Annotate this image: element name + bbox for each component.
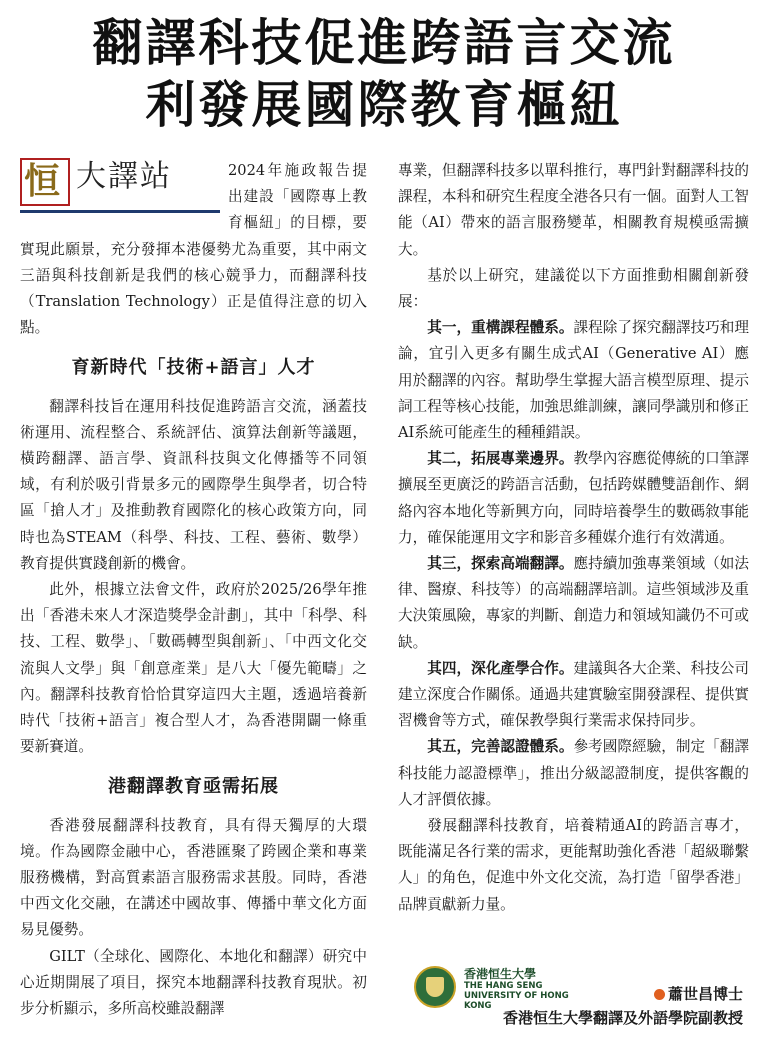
- left-column: [20, 158, 367, 1022]
- recommendation-5-lead: 其五，完善認證體系。: [427, 738, 574, 756]
- recommendation-1: [398, 315, 749, 446]
- recommendation-3-body: 應持續加強專業領域（如法律、醫療、科技等）的高端翻譯培訓。這些領域涉及重大決策風險，專家的判斷、創造力和領域知識仍不可或缺。: [398, 555, 749, 651]
- recommendation-2: [398, 446, 749, 551]
- left-paragraph-1: 2024年施政報告提出建設「國際專上教育樞紐」的目標，要實現此願景，充分發揮本港優勢尤為重要，其中兩文三語與科技創新是我們的核心競爭力，而翻譯科技（Translation Technology）正是值得注意的切入點。: [20, 162, 367, 337]
- left-paragraph-5: GILT（全球化、國際化、本地化和翻譯）研究中心近期開展了項目，探究本地翻譯科技教育現狀。初步分析顯示，多所高校雖設翻譯: [20, 947, 367, 1018]
- recommendation-5: [398, 734, 749, 813]
- author-byline: [654, 983, 743, 1004]
- column-logo-text: 大譯站: [76, 159, 172, 194]
- right-paragraph-2: 基於以上研究，建議從以下方面推動相關創新發展：: [398, 266, 749, 311]
- left-paragraph-2: 翻譯科技旨在運用科技促進跨語言交流，涵蓋技術運用、流程整合、系統評估、演算法創新等議題，橫跨翻譯、語言學、資訊科技與文化傳播等不同領域，有利於吸引背景多元的國際學生與學者，切合特區「搶人才」及推動教育國際化的核心政策方向，同時也為STEAM（科學、科技、工程、藝術、數學）教育提供實踐創新的機會。: [20, 397, 367, 572]
- subheading-education: 港翻譯教育亟需拓展: [108, 776, 279, 798]
- recommendation-2-body: 教學內容應從傳統的口筆譯擴展至更廣泛的跨語言活動，包括跨媒體雙語創作、網絡內容本地化等新興方向，同時培養學生的數碼敘事能力，確保能運用文字和影音多種媒介進行有效溝通。: [398, 450, 749, 546]
- left-paragraph-4: 香港發展翻譯科技教育，具有得天獨厚的大環境。作為國際金融中心，香港匯聚了跨國企業和專業服務機構，對高質素語言服務需求甚殷。同時，香港中西文化交融，在講述中國故事、傳播中華文化方面易見優勢。: [20, 816, 367, 939]
- column-logo-rule: [20, 210, 220, 213]
- university-name-cn: 香港恒生大學: [464, 967, 537, 981]
- recommendation-4: [398, 656, 749, 735]
- university-name-en: THE HANG SENG UNIVERSITY OF HONG KONG: [464, 981, 569, 1011]
- column-logo-char: 恒: [24, 160, 61, 202]
- university-logo: [412, 963, 597, 1013]
- right-paragraph-conclusion: 發展翻譯科技教育，培養精通AI的跨語言專才，既能滿足各行業的需求，更能幫助強化香港「超級聯繫人」的角色，促進中外文化交流，為打造「留學香港」品牌貢獻新力量。: [398, 817, 749, 913]
- author-affiliation: 香港恒生大學翻譯及外語學院副教授: [502, 1009, 743, 1027]
- recommendation-2-lead: 其二，拓展專業邊界。: [427, 450, 574, 468]
- recommendation-3: [398, 551, 749, 656]
- author-name: 蕭世昌博士: [667, 985, 743, 1003]
- recommendation-1-body: 課程除了探究翻譯技巧和理論，宜引入更多有關生成式AI（Generative AI）應用於翻譯的內容。幫助學生掌握大語言模型原理、提示詞工程等核心技能，加強思維訓練，讓同學識別和修正AI系統可能產生的種種錯誤。: [398, 319, 749, 442]
- left-paragraph-3: 此外，根據立法會文件，政府於2025/26學年推出「香港未來人才深造獎學金計劃」，其中「科學、科技、工程、數學」、「數碼轉型與創新」、「中西文化交流與人文學」與「創意產業」是八大「優先範疇」之內。翻譯科技教育恰恰貫穿這四大主題，透過培養新時代「技術+語言」複合型人才，為香港開闢一條重要新賽道。: [20, 581, 367, 756]
- university-crest-icon: [414, 966, 456, 1008]
- recommendation-4-body: 建議與各大企業、科技公司建立深度合作關係。通過共建實驗室開發課程、提供實習機會等方式，確保教學與行業需求保持同步。: [398, 659, 749, 730]
- headline-line-2: 利發展國際教育樞紐: [145, 76, 623, 134]
- recommendation-1-lead: 其一，重構課程體系。: [427, 319, 574, 337]
- recommendation-3-lead: 其三，探索高端翻譯。: [427, 555, 574, 573]
- footer: [412, 963, 757, 1033]
- right-column: [398, 158, 749, 918]
- author-dot-icon: [654, 989, 665, 1000]
- headline-line-1: 翻譯科技促進跨語言交流: [92, 14, 676, 72]
- column-logo: [20, 158, 220, 214]
- recommendation-4-lead: 其四，深化產學合作。: [427, 659, 574, 677]
- right-paragraph-1: 專業，但翻譯科技多以單科推行，專門針對翻譯科技的課程，本科和研究生程度全港各只有一個。面對人工智能（AI）帶來的語言服務變革，相關教育規模亟需擴大。: [398, 162, 749, 258]
- recommendation-5-body: 參考國際經驗，制定「翻譯科技能力認證標準」，推出分級認證制度，提供客觀的人才評價依據。: [398, 738, 749, 808]
- subheading-talent: 育新時代「技術+語言」人才: [71, 357, 316, 379]
